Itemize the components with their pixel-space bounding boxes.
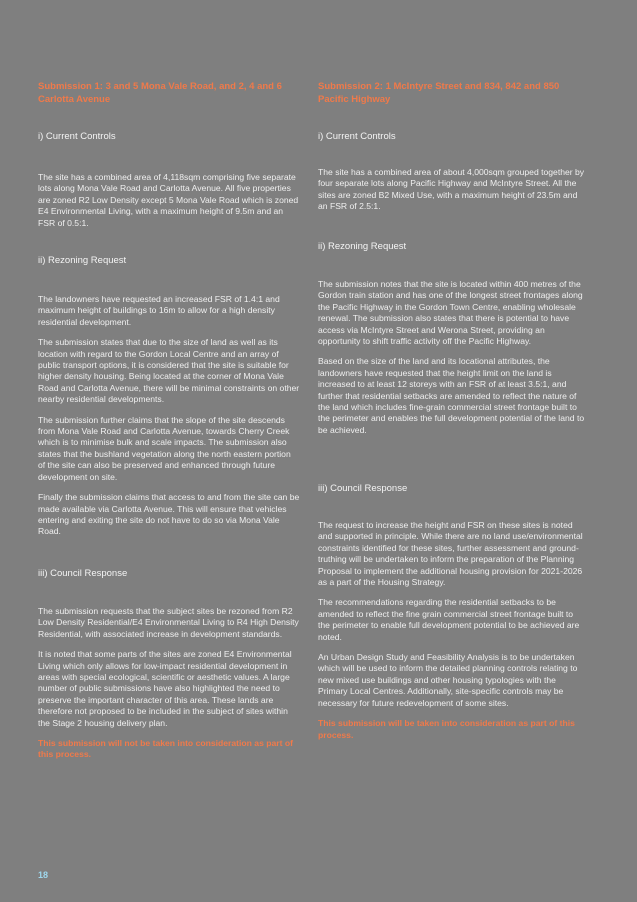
paragraph: The submission notes that the site is located within 400 metres of the Gordon train station and has one of the longest street frontages along the Pacific Highway in the Gordon Town Centre, enabling wholesale renewal. The submission also states that there is potential to have access via McIntyre Street and Werona Street, providing an opportunity to shift traffic activity off the Pacific Highway. <box>318 279 583 347</box>
right-heading-rezoning-request: ii) Rezoning Request <box>318 241 407 252</box>
paragraph: The landowners have requested an increased FSR of 1.4:1 and maximum height of buildings to 16m to allow for a high density residential development. <box>38 294 280 327</box>
paragraph: The submission states that due to the size of land as well as its location with regard to the Gordon Local Centre and an array of public transport options, it is considered that the site is suitable for higher density housing. Being located at the corner of Mona Vale Road and Carlotta Avenue, there will be minimal constraints on other nearby residential developments. <box>38 337 300 405</box>
left-rezoning-request-body <box>38 294 300 547</box>
left-heading-rezoning-request: ii) Rezoning Request <box>38 255 127 266</box>
outcome-statement: This submission will not be taken into consideration as part of this process. <box>38 738 293 760</box>
paragraph: The site has a combined area of about 4,000sqm grouped together by four separate lots along Pacific Highway and McIntyre Street. All the sites are zoned B2 Mixed Use, with a maximum height of 23.5m and an FSR of 2.5:1. <box>318 167 585 212</box>
right-current-controls-body <box>318 167 586 222</box>
paragraph: The site has a combined area of 4,118sqm comprising five separate lots along Mona Vale Road and Carlotta Avenue. All five properties are zoned R2 Low Density except 5 Mona Vale Road which is zoned E4 Environmental Living, with a maximum height of 9.5m and an FSR of 0.5:1. <box>38 172 299 228</box>
paragraph: An Urban Design Study and Feasibility Analysis is to be undertaken which will be used to inform the detailed planning controls relating to new mixed use buildings and other housing typologies with the Primary Local Centres. Additionally, site-specific controls may be necessary for future redevelopment of some sites. <box>318 652 578 708</box>
paragraph: Finally the submission claims that access to and from the site can be made available via Carlotta Avenue. This will ensure that vehicles entering and exiting the site do not have to do so via Mona Vale Road. <box>38 492 300 537</box>
paragraph: Based on the size of the land and its locational attributes, the landowners have requested that the height limit on the land is increased to at least 12 storeys with an FSR of at least 3.5:1, and further that residential setbacks are amended to reflect the nature of the land which includes fine-grain commercial street frontage built to the perimeter and enables the full development potential of the land to be achieved. <box>318 356 585 435</box>
left-current-controls-body <box>38 172 300 238</box>
paragraph: The submission further claims that the slope of the site descends from Mona Vale Road and Carlotta Avenue, towards Cherry Creek which is to minimise bulk and scale impacts. The submission also states that the bushland vegetation along the north eastern portion of the site can also be preserved and enhanced through future development on site. <box>38 414 291 482</box>
paragraph: It is noted that some parts of the sites are zoned E4 Environmental Living which only allows for low-impact residential development in areas with special ecological, scientific or aesthetic values. A large number of public submissions have also highlighted the need to preserve the important character of this area. These lands are therefore not proposed to be included in the subject of sites within the Stage 2 housing delivery plan. <box>38 649 292 728</box>
left-heading-council-response: iii) Council Response <box>38 568 128 579</box>
left-council-response-body <box>38 606 300 770</box>
right-heading-current-controls: i) Current Controls <box>318 131 396 142</box>
paragraph: The submission requests that the subject sites be rezoned from R2 Low Density Residential/E4 Environmental Living to R4 High Density Residential, with associated increase in development standards. <box>38 606 299 639</box>
paragraph: The recommendations regarding the residential setbacks to be amended to reflect the fine grain commercial street frontage built to the perimeter to enable full development potential to be achieved are noted. <box>318 597 580 642</box>
right-rezoning-request-body <box>318 279 586 445</box>
right-council-response-body <box>318 520 586 750</box>
right-heading-council-response: iii) Council Response <box>318 483 408 494</box>
page-number: 18 <box>38 870 49 880</box>
outcome-statement: This submission will be taken into consideration as part of this process. <box>318 718 575 740</box>
paragraph: The request to increase the height and FSR on these sites is noted and supported in principle. While there are no land use/environmental constraints identified for these sites, further assessment and ground-truthing will be undertaken to inform the preparation of the Planning Proposal to implement the additional housing provision for 2021-2026 as a part of the Housing Strategy. <box>318 520 583 588</box>
submission-1-title: Submission 1: 3 and 5 Mona Vale Road, and 2, 4 and 6 Carlotta Avenue <box>38 81 282 105</box>
submission-2-title: Submission 2: 1 McIntyre Street and 834, 842 and 850 Pacific Highway <box>318 81 560 105</box>
left-heading-current-controls: i) Current Controls <box>38 131 116 142</box>
